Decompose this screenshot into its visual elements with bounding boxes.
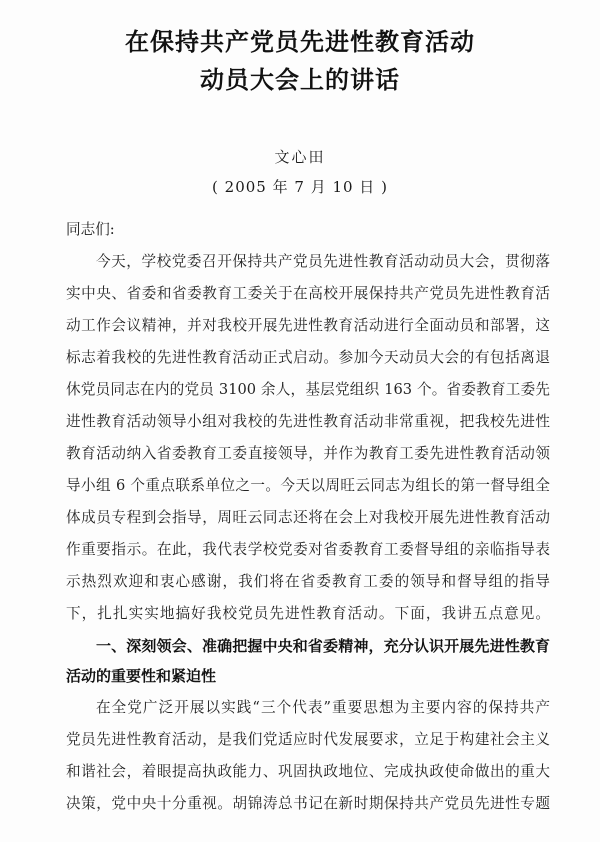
section-body-line: 在全党广泛开展以实践“三个代表”重要思想为主要内容的保持共产 [96, 699, 550, 716]
section-body-line: 和谐社会，着眼提高执政能力、巩固执政地位、完成执政使命做出的重大 [66, 763, 550, 780]
body-line: 今天，学校党委召开保持共产党员先进性教育活动动员大会，贯彻落 [96, 253, 550, 270]
salutation: 同志们: [66, 221, 115, 238]
body-line: 动工作会议精神，并对我校开展先进性教育活动进行全面动员和部署，这 [66, 317, 550, 334]
body-line: 体成员专程到会指导，周旺云同志还将在会上对我校开展先进性教育活动 [66, 509, 550, 526]
section-heading: 一、深刻领会、准确把握中央和省委精神，充分认识开展先进性教育 [96, 637, 550, 655]
section-body-line: 决策，党中央十分重视。胡锦涛总书记在新时期保持共产党员先进性专题 [66, 795, 550, 812]
body-line: 进性教育活动领导小组对我校的先进性教育活动非常重视，把我校先进性 [66, 413, 550, 430]
body-line: 休党员同志在内的党员 3100 余人，基层党组织 163 个。省委教育工委先 [66, 381, 550, 398]
section-body-line: 党员先进性教育活动，是我们党适应时代发展要求，立足于构建社会主义 [66, 731, 550, 748]
body-line: 教育活动纳入省委教育工委直接领导，并作为教育工委先进性教育活动领 [66, 445, 550, 462]
date: ( 2005 年 7 月 10 日 ) [212, 178, 388, 196]
title-line-2: 动员大会上的讲话 [200, 66, 400, 94]
body-line: 示热烈欢迎和衷心感谢，我们将在省委教育工委的领导和督导组的指导 [66, 573, 550, 590]
body-line: 标志着我校的先进性教育活动正式启动。参加今天动员大会的有包括离退 [66, 349, 550, 366]
section-heading-continued: 活动的重要性和紧迫性 [66, 667, 217, 685]
author: 文心田 [274, 148, 326, 166]
body-line: 下，扎扎实实地搞好我校党员先进性教育活动。下面，我讲五点意见。 [66, 605, 550, 622]
body-line: 作重要指示。在此，我代表学校党委对省委教育工委督导组的亲临指导表 [66, 541, 550, 558]
title-line-1: 在保持共产党员先进性教育活动 [125, 28, 475, 56]
body-line: 实中央、省委和省委教育工委关于在高校开展保持共产党员先进性教育活 [66, 285, 550, 302]
body-line: 导小组 6 个重点联系单位之一。今天以周旺云同志为组长的第一督导组全 [66, 477, 550, 494]
